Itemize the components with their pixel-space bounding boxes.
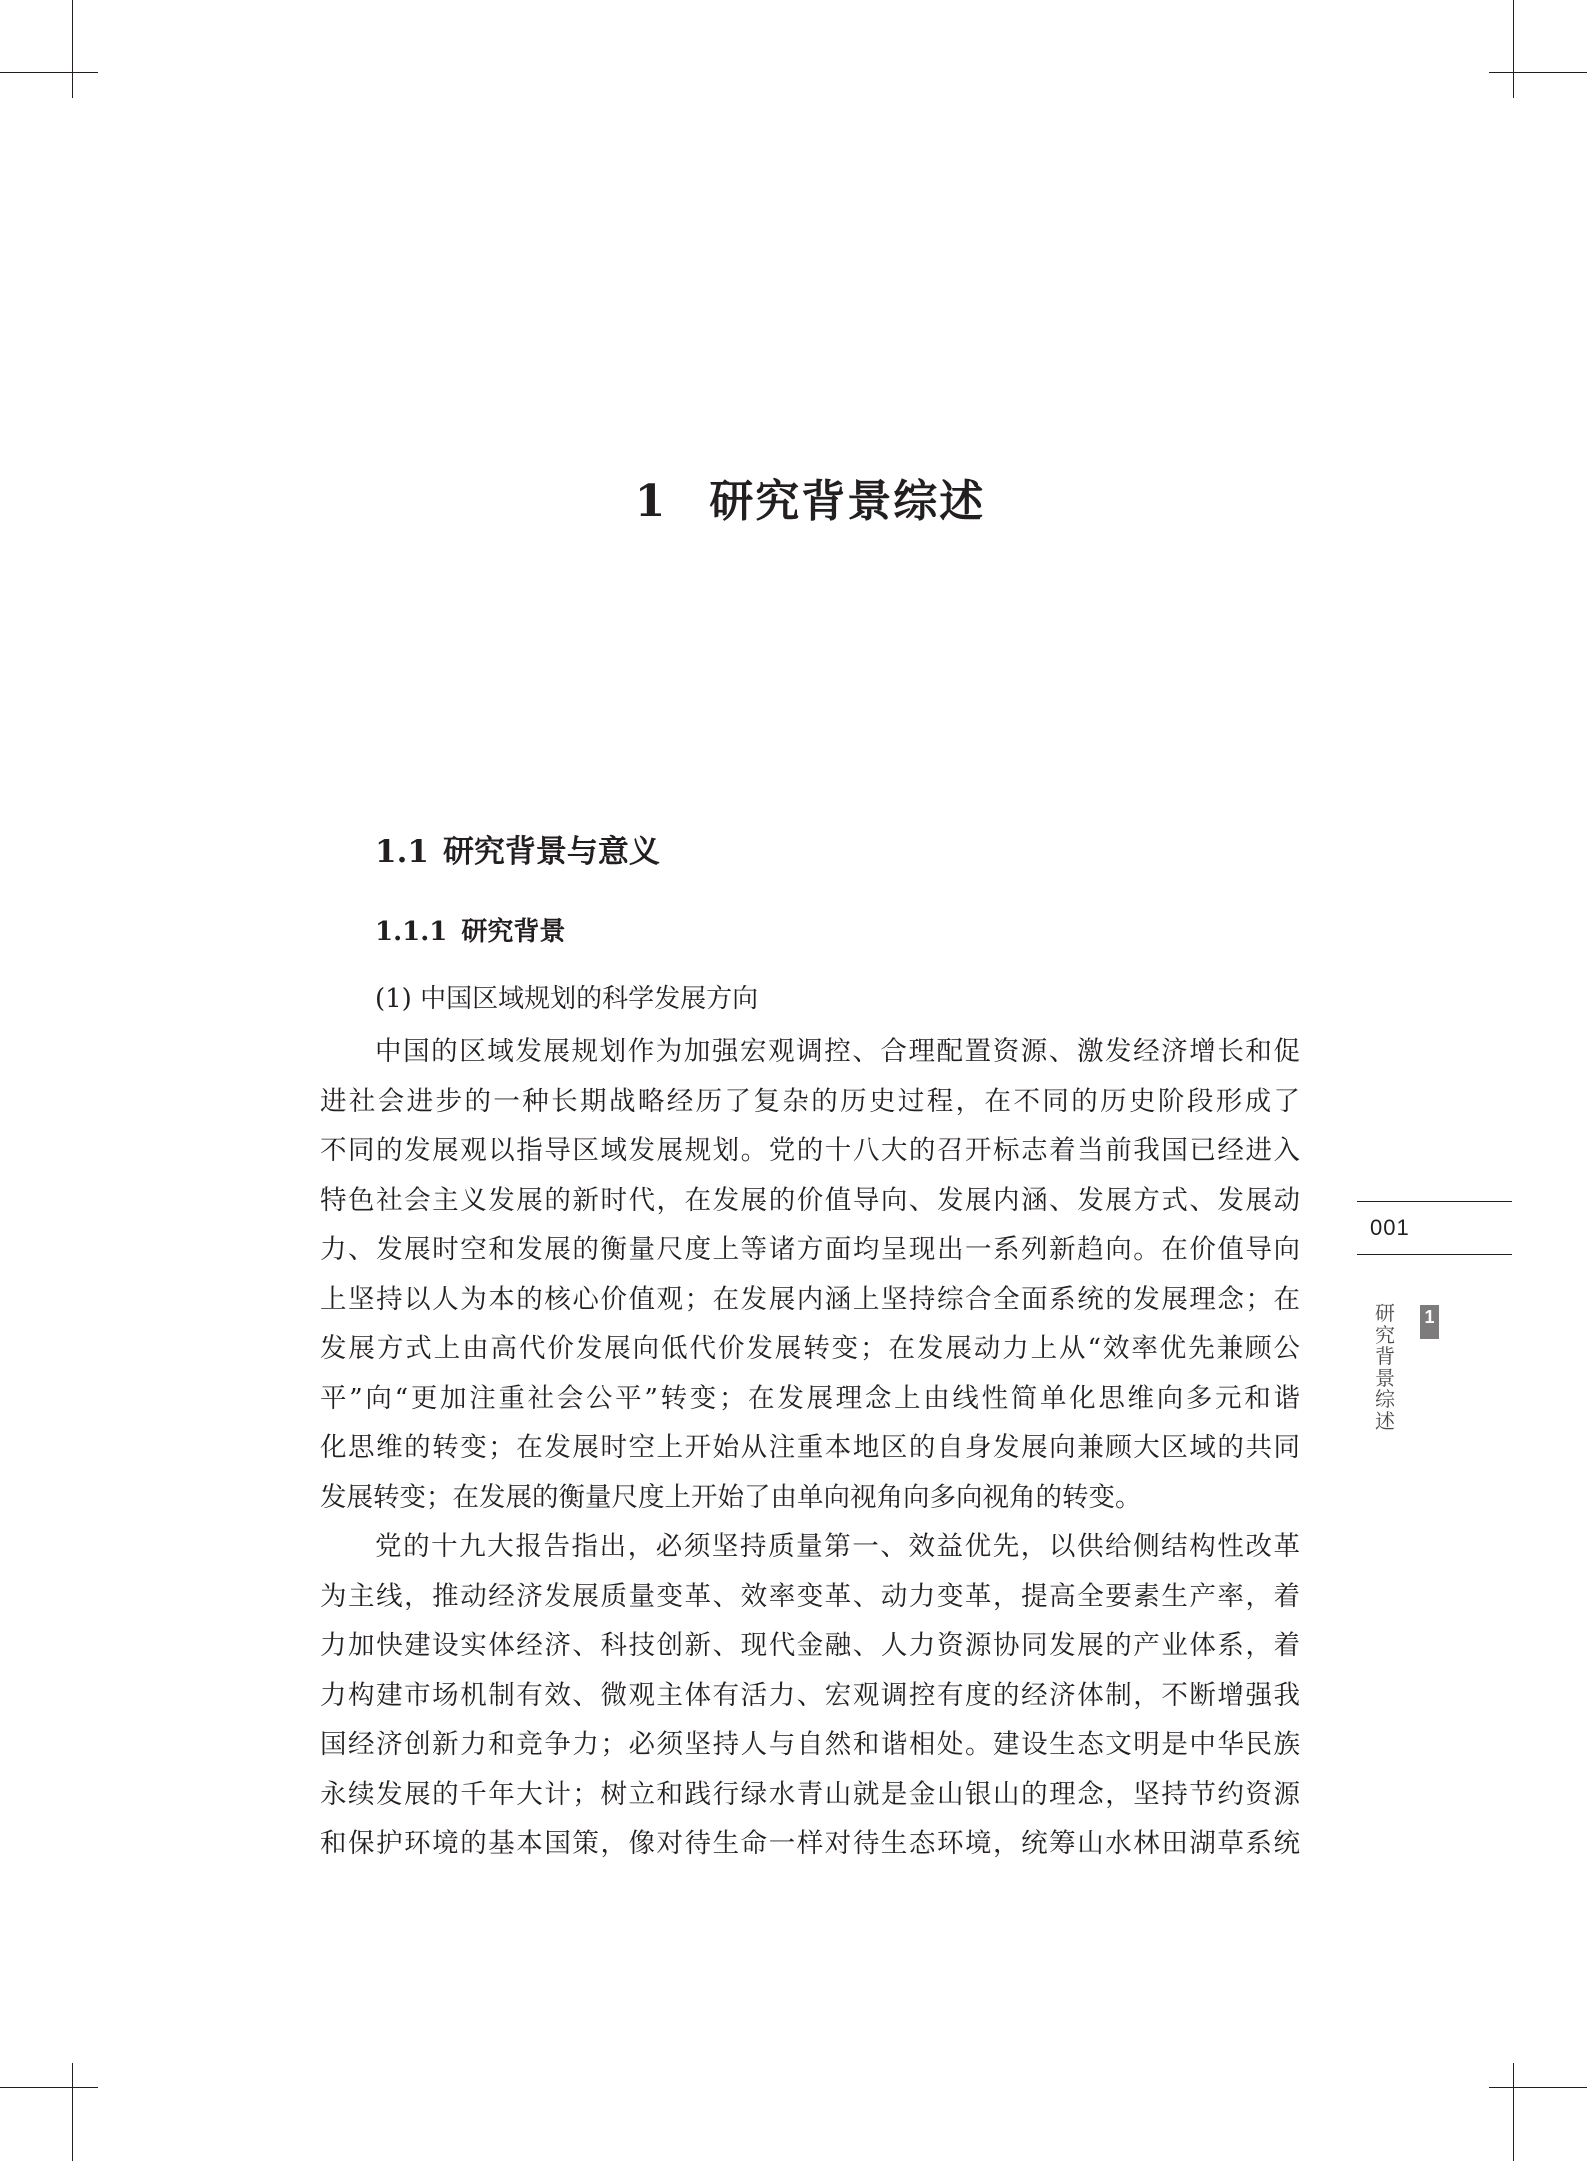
- crop-mark-top-right-vertical: [1513, 0, 1514, 98]
- chapter-title: [0, 465, 1587, 529]
- body-line: 不同的发展观以指导区域发展规划。党的十八大的召开标志着当前我国已经进入: [320, 1135, 1300, 1166]
- item-heading: (1) 中国区域规划的科学发展方向: [375, 984, 759, 1014]
- crop-mark-top-left-horizontal: [0, 72, 98, 73]
- crop-mark-bottom-left-vertical: [72, 2063, 73, 2161]
- subsection-heading: [375, 911, 565, 948]
- body-line: 为主线，推动经济发展质量变革、效率变革、动力变革，提高全要素生产率，着: [320, 1580, 1300, 1612]
- page-number-rule-bottom: [1357, 1254, 1512, 1255]
- section-heading: [375, 826, 660, 871]
- body-line: 中国的区域发展规划作为加强宏观调控、合理配置资源、激发经济增长和促: [375, 1036, 1300, 1067]
- subsection-title: 研究背景: [461, 917, 566, 947]
- crop-mark-top-left-vertical: [72, 0, 73, 98]
- body-line: 力构建市场机制有效、微观主体有活力、宏观调控有度的经济体制，不断增强我: [320, 1679, 1300, 1711]
- body-line: 上坚持以人为本的核心价值观；在发展内涵上坚持综合全面系统的发展理念；在: [320, 1283, 1300, 1315]
- chapter-title-text: 研究背景综述: [709, 476, 986, 527]
- side-chapter-number: 1: [1420, 1305, 1439, 1339]
- body-line: 化思维的转变；在发展时空上开始从注重本地区的自身发展向兼顾大区域的共同: [320, 1432, 1300, 1463]
- body-line: 特色社会主义发展的新时代，在发展的价值导向、发展内涵、发展方式、发展动: [320, 1184, 1300, 1216]
- body-line: 国经济创新力和竞争力；必须坚持人与自然和谐相处。建设生态文明是中华民族: [320, 1729, 1300, 1760]
- side-chapter-title: 研究背景综述: [1375, 1301, 1395, 1433]
- body-line: 力、发展时空和发展的衡量尺度上等诸方面均呈现出一系列新趋向。在价值导向: [320, 1234, 1300, 1265]
- body-line: 平”向“更加注重社会公平”转变；在发展理念上由线性简单化思维向多元和谐: [320, 1382, 1300, 1414]
- body-line: 发展方式上由高代价发展向低代价发展转变；在发展动力上从“效率优先兼顾公: [320, 1333, 1300, 1364]
- section-title: 研究背景与意义: [442, 834, 660, 870]
- page-number-rule-top: [1357, 1201, 1512, 1202]
- body-line: 党的十九大报告指出，必须坚持质量第一、效益优先，以供给侧结构性改革: [375, 1531, 1300, 1562]
- section-number: 1.1: [375, 834, 429, 870]
- body-line: 力加快建设实体经济、科技创新、现代金融、人力资源协同发展的产业体系，着: [320, 1630, 1300, 1661]
- body-line: 发展转变；在发展的衡量尺度上开始了由单向视角向多向视角的转变。: [320, 1481, 1142, 1513]
- crop-mark-bottom-right-horizontal: [1489, 2087, 1587, 2088]
- page-number: 001: [1370, 1215, 1410, 1240]
- chapter-number: 1: [634, 476, 668, 527]
- subsection-number: 1.1.1: [375, 917, 448, 947]
- crop-mark-top-right-horizontal: [1489, 72, 1587, 73]
- body-text: [320, 1027, 1300, 1869]
- body-line: 进社会进步的一种长期战略经历了复杂的历史过程，在不同的历史阶段形成了: [320, 1085, 1300, 1117]
- crop-mark-bottom-right-vertical: [1513, 2063, 1514, 2161]
- body-line: 和保护环境的基本国策，像对待生命一样对待生态环境，统筹山水林田湖草系统: [320, 1828, 1300, 1859]
- body-line: 永续发展的千年大计；树立和践行绿水青山就是金山银山的理念，坚持节约资源: [320, 1778, 1300, 1810]
- crop-mark-bottom-left-horizontal: [0, 2087, 98, 2088]
